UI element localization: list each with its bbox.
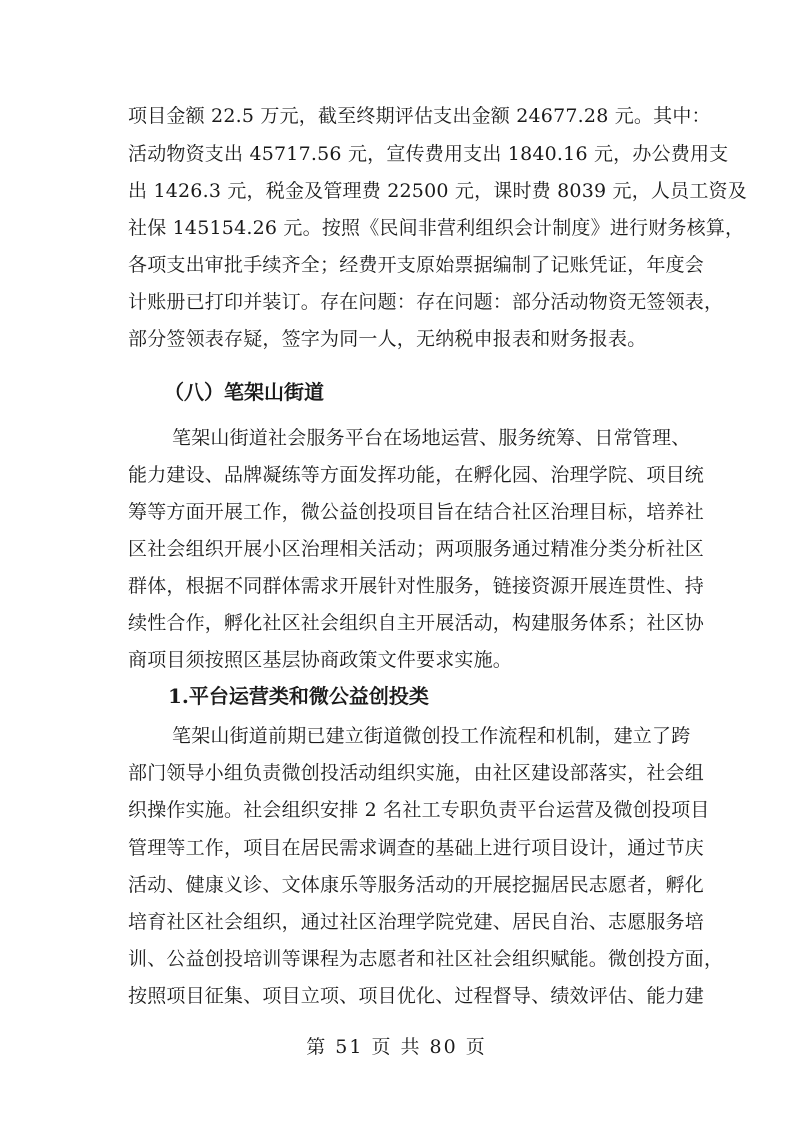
text-line: 笔架山街道前期已建立街道微创投工作流程和机制，建立了跨 [172,725,691,747]
section-heading: （八）笔架山街道 [164,380,324,404]
text-line: 笔架山街道社会服务平台在场地运营、服务统筹、日常管理、 [172,427,691,449]
page-number-footer: 第 51 页 共 80 页 [306,1036,487,1058]
text-line: 区社会组织开展小区治理相关活动；两项服务通过精准分类分析社区 [128,538,705,560]
text-line: 活动、健康义诊、文体康乐等服务活动的开展挖掘居民志愿者，孵化 [128,874,705,896]
text-line: 部分签领表存疑，签字为同一人，无纳税申报表和财务报表。 [128,328,647,350]
text-line: 活动物资支出 45717.56 元，宣传费用支出 1840.16 元，办公费用支 [128,143,729,165]
text-line: 出 1426.3 元，税金及管理费 22500 元，课时费 8039 元，人员工资及 [128,180,747,202]
text-line: 培育社区社会组织，通过社区治理学院党建、居民自治、志愿服务培 [128,911,705,933]
text-line: 续性合作，孵化社区社会组织自主开展活动，构建服务体系；社区协 [128,612,705,634]
text-line: 织操作实施。社会组织安排 2 名社工专职负责平台运营及微创投项目 [128,799,710,821]
text-line: 群体，根据不同群体需求开展针对性服务，链接资源开展连贯性、持 [128,575,705,597]
text-line: 按照项目征集、项目立项、项目优化、过程督导、绩效评估、能力建 [128,985,705,1007]
text-line: 各项支出审批手续齐全；经费开支原始票据编制了记账凭证，年度会 [128,254,705,276]
text-line: 能力建设、品牌凝练等方面发挥功能，在孵化园、治理学院、项目统 [128,464,705,486]
text-line: 管理等工作，项目在居民需求调查的基础上进行项目设计，通过节庆 [128,837,705,859]
subsection-heading: 1.平台运营类和微公益创投类 [168,684,429,708]
text-line: 商项目须按照区基层协商政策文件要求实施。 [128,649,513,671]
text-line: 计账册已打印并装订。存在问题：存在问题：部分活动物资无签领表， [128,291,724,313]
text-line: 训、公益创投培训等课程为志愿者和社区社会组织赋能。微创投方面， [128,948,724,970]
text-line: 筹等方面开展工作，微公益创投项目旨在结合社区治理目标，培养社 [128,501,705,523]
text-line: 部门领导小组负责微创投活动组织实施，由社区建设部落实，社会组 [128,762,705,784]
text-line: 项目金额 22.5 万元，截至终期评估支出金额 24677.28 元。其中： [128,105,711,127]
text-line: 社保 145154.26 元。按照《民间非营利组织会计制度》进行财务核算， [128,217,745,239]
